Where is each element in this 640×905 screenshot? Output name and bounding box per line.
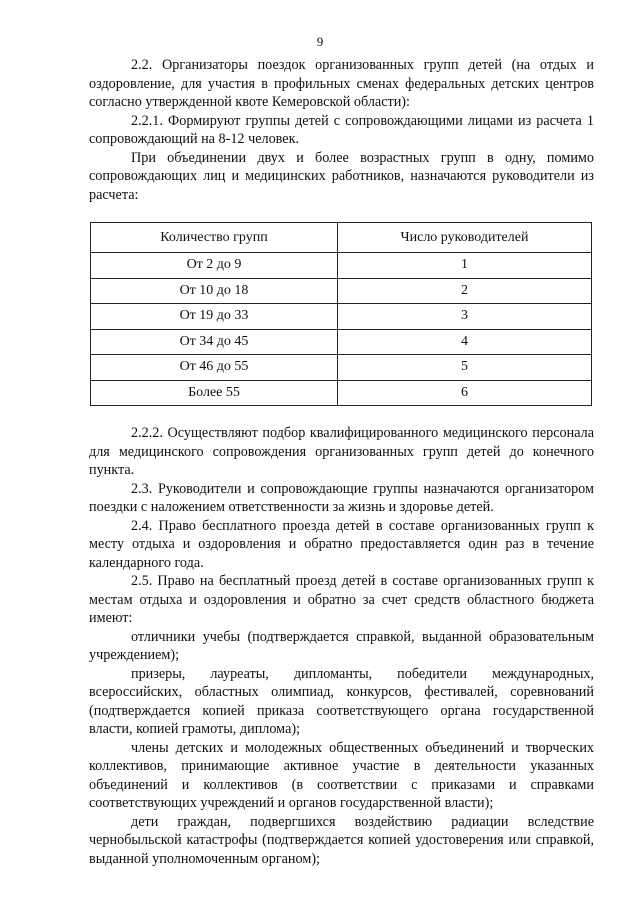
- paragraph-2-3: 2.3. Руководители и сопровождающие группы назначаются организатором поездки с наложением ответственности за жизнь и здоровье детей.: [89, 480, 594, 515]
- paragraph-2-2: 2.2. Организаторы поездок организованных групп детей (на отдых и оздоровление, для участия в профильных сменах федеральных детских центров согласно утвержденной квоте Кемеровской области):: [89, 57, 594, 110]
- paragraph-2-2-2: 2.2.2. Осуществляют подбор квалифицированного медицинского персонала для медицинского сопровождения организованных групп детей до конечного пункта.: [89, 425, 594, 478]
- cell-leader-count: 1: [338, 253, 592, 279]
- paragraph-chernobyl: дети граждан, подвергшихся воздействию радиации вследствие чернобыльской катастрофы (подтверждается копией удостоверения или справкой, выданной уполномоченным органом);: [89, 813, 594, 867]
- header-group-count: Количество групп: [91, 223, 338, 253]
- document-body: [89, 56, 594, 868]
- leaders-table: [90, 222, 592, 406]
- table-row: [91, 380, 592, 406]
- cell-leader-count: 2: [338, 278, 592, 304]
- table-row: [91, 329, 592, 355]
- paragraph-2-4: 2.4. Право бесплатного проезда детей в составе организованных групп к месту отдыха и оздоровления и обратно предоставляется один раз в течение календарного года.: [89, 517, 594, 571]
- cell-leader-count: 4: [338, 329, 592, 355]
- page-number: 9: [316, 34, 324, 49]
- cell-group-range: От 34 до 45: [91, 329, 338, 355]
- cell-leader-count: 6: [338, 380, 592, 406]
- paragraph-2-5: 2.5. Право на бесплатный проезд детей в составе организованных групп к местам отдыха и оздоровления и обратно за счет средств областного бюджета имеют:: [89, 573, 594, 626]
- table-row: [91, 355, 592, 381]
- paragraph-excellent-students: отличники учебы (подтверждается справкой, выданной образовательным учреждением);: [89, 628, 594, 663]
- cell-group-range: Более 55: [91, 380, 338, 406]
- cell-group-range: От 19 до 33: [91, 304, 338, 330]
- cell-group-range: От 2 до 9: [91, 253, 338, 279]
- header-leader-count: Число руководителей: [338, 223, 592, 253]
- paragraph-2-2-1: 2.2.1. Формируют группы детей с сопровождающими лицами из расчета 1 сопровождающий на 8-12 человек.: [89, 112, 594, 147]
- table-row: [91, 304, 592, 330]
- paragraph-groups-merge: При объединении двух и более возрастных групп в одну, помимо сопровождающих лиц и медицинских работников, назначаются руководители из расчета:: [89, 149, 594, 203]
- table-header-row: [91, 223, 592, 253]
- paragraph-winners: призеры, лауреаты, дипломанты, победители международных, всероссийских, областных олимпиад, конкурсов, фестивалей, соревнований (подтверждается копией приказа соответствующего органа государственной власти, копией грамоты, диплома);: [89, 665, 594, 737]
- table-row: [91, 253, 592, 279]
- cell-leader-count: 3: [338, 304, 592, 330]
- cell-group-range: От 46 до 55: [91, 355, 338, 381]
- cell-group-range: От 10 до 18: [91, 278, 338, 304]
- paragraph-association-members: члены детских и молодежных общественных объединений и творческих коллективов, принимающие активное участие в деятельности указанных объединений и коллективов (в соответствии с приказами и справками соответствующих учреждений и органов государственной власти);: [89, 739, 594, 811]
- table-row: [91, 278, 592, 304]
- cell-leader-count: 5: [338, 355, 592, 381]
